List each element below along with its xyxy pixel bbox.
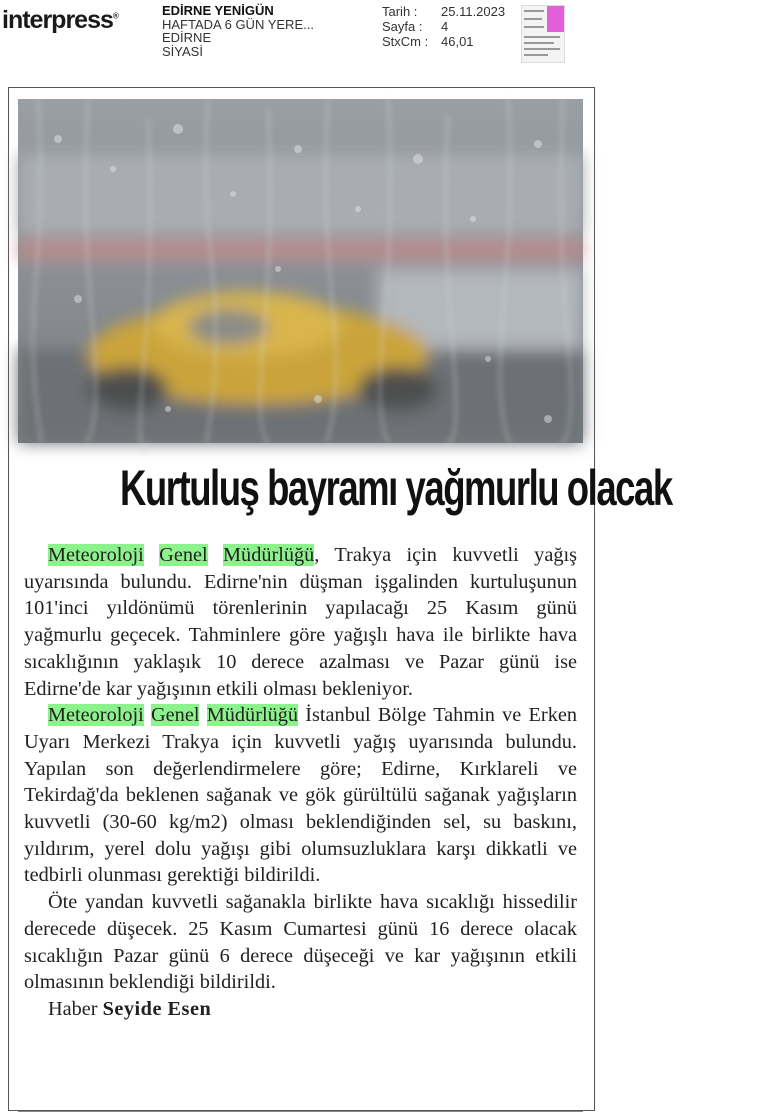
keyword-highlight: Genel <box>159 544 208 566</box>
paragraph-3: Öte yandan kuvvetli sağanakla birlikte hava sıcaklığı hissedilir derecede düşecek. 25 Kasım Cumartesi günü 16 derece olacak sıcaklığın Pazar günü 6 derece düşeceği ve kar yağışının etkili olmasının beklendiği bildirildi. <box>24 891 577 994</box>
rainy-window-photo <box>18 99 583 443</box>
publication-frequency: HAFTADA 6 GÜN YERE... <box>162 16 314 32</box>
page-thumbnail[interactable] <box>521 5 565 63</box>
author-name: Seyide Esen <box>102 997 212 1020</box>
keyword-highlight: Meteoroloji <box>48 704 144 727</box>
paragraph-1: Meteoroloji Genel Müdürlüğü, Trakya için kuvvetli yağış uyarısında bulundu. Edirne'nin düşman işgalinden kurtuluşunun 101'inci yıldönümü törenlerinin yapılacağı 25 Kasım günü yağmurlu geçecek. Tahminlere göre yağışlı hava ile birlikte hava sıcaklığının yaklaşık 10 derece azalması ve Pazar günü ise Edirne'de kar yağışının etkili olması bekleniyor. <box>24 544 577 700</box>
clipping-meta <box>382 4 505 49</box>
paragraph-2: Meteoroloji Genel Müdürlüğü İstanbul Bölge Tahmin ve Erken Uyarı Merkezi Trakya için kuvvetli yağış uyarısında bulundu. Yapılan son değerlendirmelere göre; Edirne, Kırklareli ve Tekirdağ'da beklenen sağanak ve gök gürültülü sağanak yağışların kuvvetli (30-60 kg/m2) olması beklendiğinden sel, su baskını, yıldırım, yerel dolu yağışı gibi olumsuzluklara karşı dikkatli ve tedbirli olunması gerektiği bildirildi. <box>24 704 577 887</box>
bottom-rule <box>18 1111 583 1112</box>
keyword-highlight: Genel <box>151 704 200 727</box>
keyword-highlight: Müdürlüğü <box>223 544 315 566</box>
meta-stxcm: StxCm : 46,01 <box>382 34 474 49</box>
publication-name: EDİRNE YENİGÜN <box>162 3 274 18</box>
meta-date: Tarih : 25.11.2023 <box>382 4 506 19</box>
keyword-highlight: Meteoroloji <box>48 544 144 566</box>
thumbnail-highlight <box>547 6 564 32</box>
keyword-highlight: Müdürlüğü <box>206 704 298 727</box>
meta-page: Sayfa : 4 <box>382 19 449 34</box>
byline: Haber Seyide Esen <box>48 997 212 1020</box>
publication-category: SİYASİ <box>162 43 203 59</box>
publication-info <box>162 4 314 58</box>
publication-city: EDİRNE <box>162 30 212 45</box>
interpress-logo: interpress® <box>2 6 118 34</box>
article-body <box>24 542 577 1023</box>
article-headline: Kurtuluş bayramı yağmurlu olacak <box>120 460 672 516</box>
